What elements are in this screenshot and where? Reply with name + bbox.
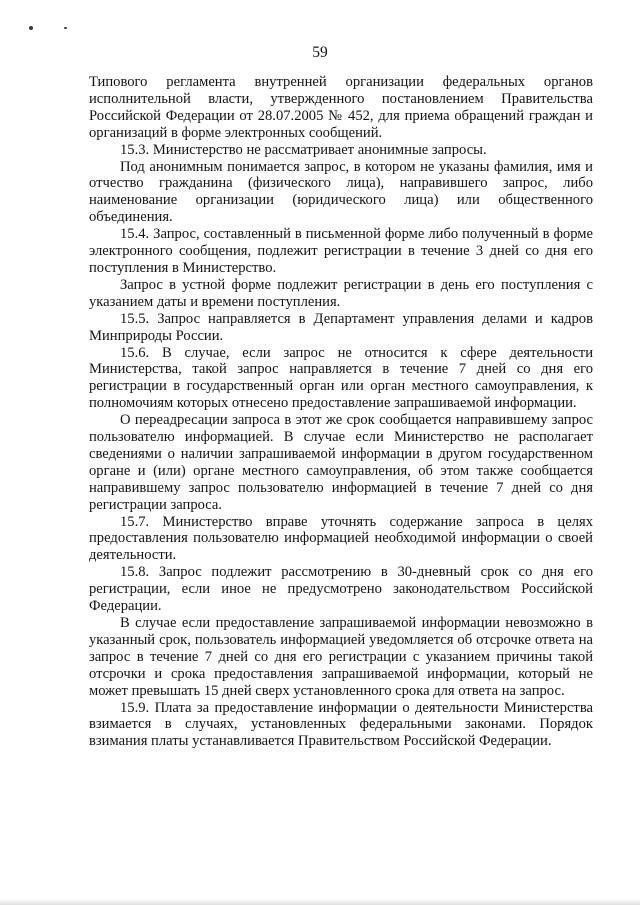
scan-speck <box>64 27 67 29</box>
paragraph-15-6: 15.6. В случае, если запрос не относится к сфере деятельности Министерства, такой запрос направляется в течение 7 дней со дня его регистрации в государственный орган или орган местного самоуправления, к полномочиям которых отнесено предоставление запрашиваемой информации. <box>89 344 593 412</box>
paragraph-15-9: 15.9. Плата за предоставление информации о деятельности Министерства взимается в случаях, установленных федеральными законами. Порядок взимания платы устанавливается Правительством Российской Федерации. <box>89 699 593 750</box>
scan-bottom-edge <box>0 899 640 905</box>
paragraph-redirection: О переадресации запроса в этот же срок сообщается направившему запрос пользователю информацией. В случае если Министерство не располагает сведениями о наличии запрашиваемой информации в другом государственном органе и (или) органе местного самоуправления, об этом также сообщается направившему запрос пользователю информацией в течение 7 дней со дня регистрации запроса. <box>89 412 593 513</box>
paragraph-anonymous-definition: Под анонимным понимается запрос, в котором не указаны фамилия, имя и отчество гражданина (физического лица), направившего запрос, либо наименование организации (юридического лица) или общественного объединения. <box>89 158 593 226</box>
paragraph-15-5: 15.5. Запрос направляется в Департамент управления делами и кадров Минприроды России. <box>89 310 593 344</box>
document-body <box>89 74 593 750</box>
page-number: 59 <box>312 44 328 61</box>
paragraph-15-3: 15.3. Министерство не рассматривает анонимные запросы. <box>120 141 487 158</box>
scan-speck <box>29 26 33 30</box>
paragraph-15-4: 15.4. Запрос, составленный в письменной форме либо полученный в форме электронного сообщения, подлежит регистрации в течение 3 дней со дня его поступления в Министерство. <box>89 226 593 276</box>
paragraph-continuation: Типового регламента внутренней организации федеральных органов исполнительной власти, утвержденного постановлением Правительства Российской Федерации от 28.07.2005 № 452, для приема обращений граждан и организаций в форме электронных сообщений. <box>89 74 593 141</box>
paragraph-oral-request: Запрос в устной форме подлежит регистрации в день его поступления с указанием даты и времени поступления. <box>89 276 593 310</box>
paragraph-15-8: 15.8. Запрос подлежит рассмотрению в 30-дневный срок со дня его регистрации, если иное не предусмотрено законодательством Российской Федерации. <box>89 564 593 615</box>
paragraph-deferral: В случае если предоставление запрашиваемой информации невозможно в указанный срок, пользователь информацией уведомляется об отсрочке ответа на запрос в течение 7 дней со дня его регистрации с указанием причины такой отсрочки и срока предоставления запрашиваемой информации, который не может превышать 15 дней сверх установленного срока для ответа на запрос. <box>89 615 593 699</box>
paragraph-15-7: 15.7. Министерство вправе уточнять содержание запроса в целях предоставления пользователю информацией необходимой информации о своей деятельности. <box>89 513 593 564</box>
